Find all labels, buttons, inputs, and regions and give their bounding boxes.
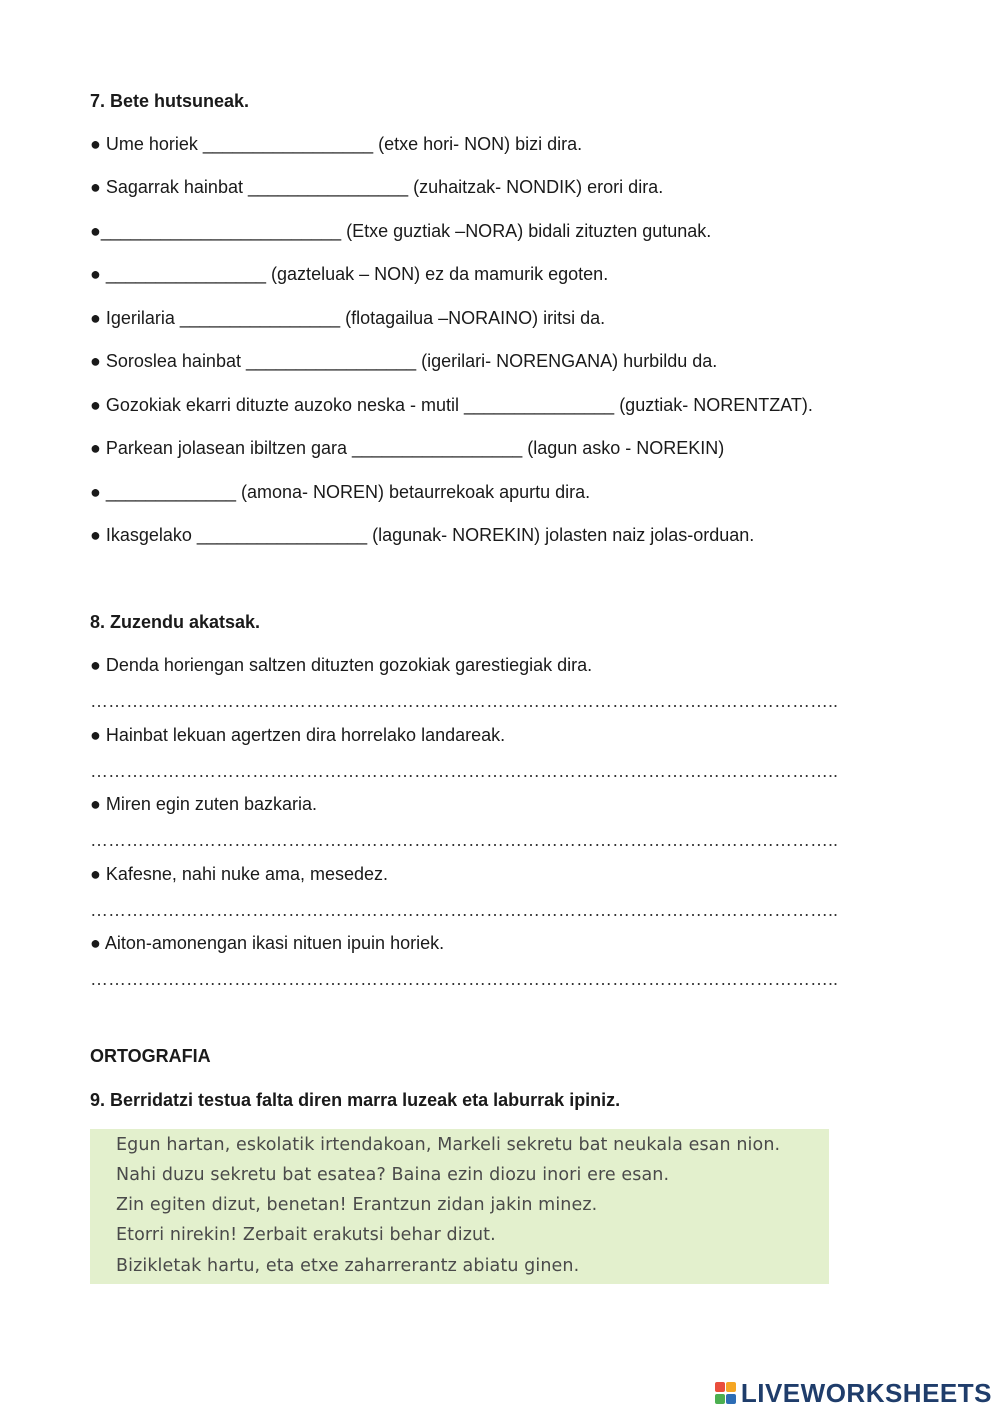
fill-item[interactable]: ● Gozokiak ekarri dituzte auzoko neska - mutil _______________ (guztiak- NORENTZAT). [90, 395, 813, 415]
liveworksheets-brand [715, 1378, 992, 1408]
sentence-item: ● Miren egin zuten bazkaria. [90, 794, 317, 814]
section-9-title: 9. Berridatzi testua falta diren marra luzeak eta laburrak ipiniz. [90, 1090, 621, 1110]
answer-line[interactable]: …………………………………………………………………………………………………………….. [90, 969, 839, 989]
fill-item[interactable]: ● ________________ (gazteluak – NON) ez da mamurik egoten. [90, 264, 609, 284]
text-line: Egun hartan, eskolatik irtendakoan, Markeli sekretu bat neukala esan nion. [116, 1135, 781, 1155]
logo-square [726, 1394, 736, 1404]
logo-square [726, 1382, 736, 1392]
text-excerpt-box [90, 1129, 829, 1284]
text-line: Zin egiten dizut, benetan! Erantzun zidan jakin minez. [116, 1195, 598, 1215]
fill-item[interactable]: ● Sagarrak hainbat ________________ (zuhaitzak- NONDIK) erori dira. [90, 177, 664, 197]
sentence-item: ● Denda horiengan saltzen dituzten gozokiak garestiegiak dira. [90, 655, 593, 675]
sentence-item: ● Hainbat lekuan agertzen dira horrelako landareak. [90, 725, 506, 745]
fill-item[interactable]: ● Igerilaria ________________ (flotagailua –NORAINO) iritsi da. [90, 308, 606, 328]
answer-line[interactable]: …………………………………………………………………………………………………………….. [90, 900, 839, 920]
liveworksheets-wordmark: LIVEWORKSHEETS [740, 1377, 992, 1408]
text-line: Nahi duzu sekretu bat esatea? Baina ezin diozu inori ere esan. [116, 1165, 670, 1185]
answer-line[interactable]: …………………………………………………………………………………………………………….. [90, 830, 839, 850]
liveworksheets-logo-icon [715, 1382, 737, 1404]
section-7-title: 7. Bete hutsuneak. [90, 91, 250, 111]
fill-item[interactable]: ● Ume horiek _________________ (etxe hori- NON) bizi dira. [90, 134, 583, 154]
sentence-item: ● Aiton-amonengan ikasi nituen ipuin horiek. [90, 933, 445, 953]
text-line: Etorri nirekin! Zerbait erakutsi behar dizut. [116, 1225, 496, 1245]
fill-item[interactable]: ● Ikasgelako _________________ (lagunak- NOREKIN) jolasten naiz jolas-orduan. [90, 525, 755, 545]
fill-item[interactable]: ● Soroslea hainbat _________________ (igerilari- NORENGANA) hurbildu da. [90, 351, 718, 371]
answer-line[interactable]: …………………………………………………………………………………………………………….. [90, 761, 839, 781]
fill-item[interactable]: ● _____________ (amona- NOREN) betaurrekoak apurtu dira. [90, 482, 591, 502]
section-8-title: 8. Zuzendu akatsak. [90, 612, 261, 632]
answer-line[interactable]: …………………………………………………………………………………………………………….. [90, 691, 839, 711]
text-line: Bizikletak hartu, eta etxe zaharrerantz abiatu ginen. [116, 1256, 580, 1276]
fill-item[interactable]: ● Parkean jolasean ibiltzen gara _________________ (lagun asko - NOREKIN) [90, 438, 725, 458]
ortografia-heading: ORTOGRAFIA [90, 1046, 211, 1066]
logo-square [715, 1394, 725, 1404]
fill-item[interactable]: ●________________________ (Etxe guztiak –NORA) bidali zituzten gutunak. [90, 221, 712, 241]
sentence-item: ● Kafesne, nahi nuke ama, mesedez. [90, 864, 389, 884]
logo-square [715, 1382, 725, 1392]
